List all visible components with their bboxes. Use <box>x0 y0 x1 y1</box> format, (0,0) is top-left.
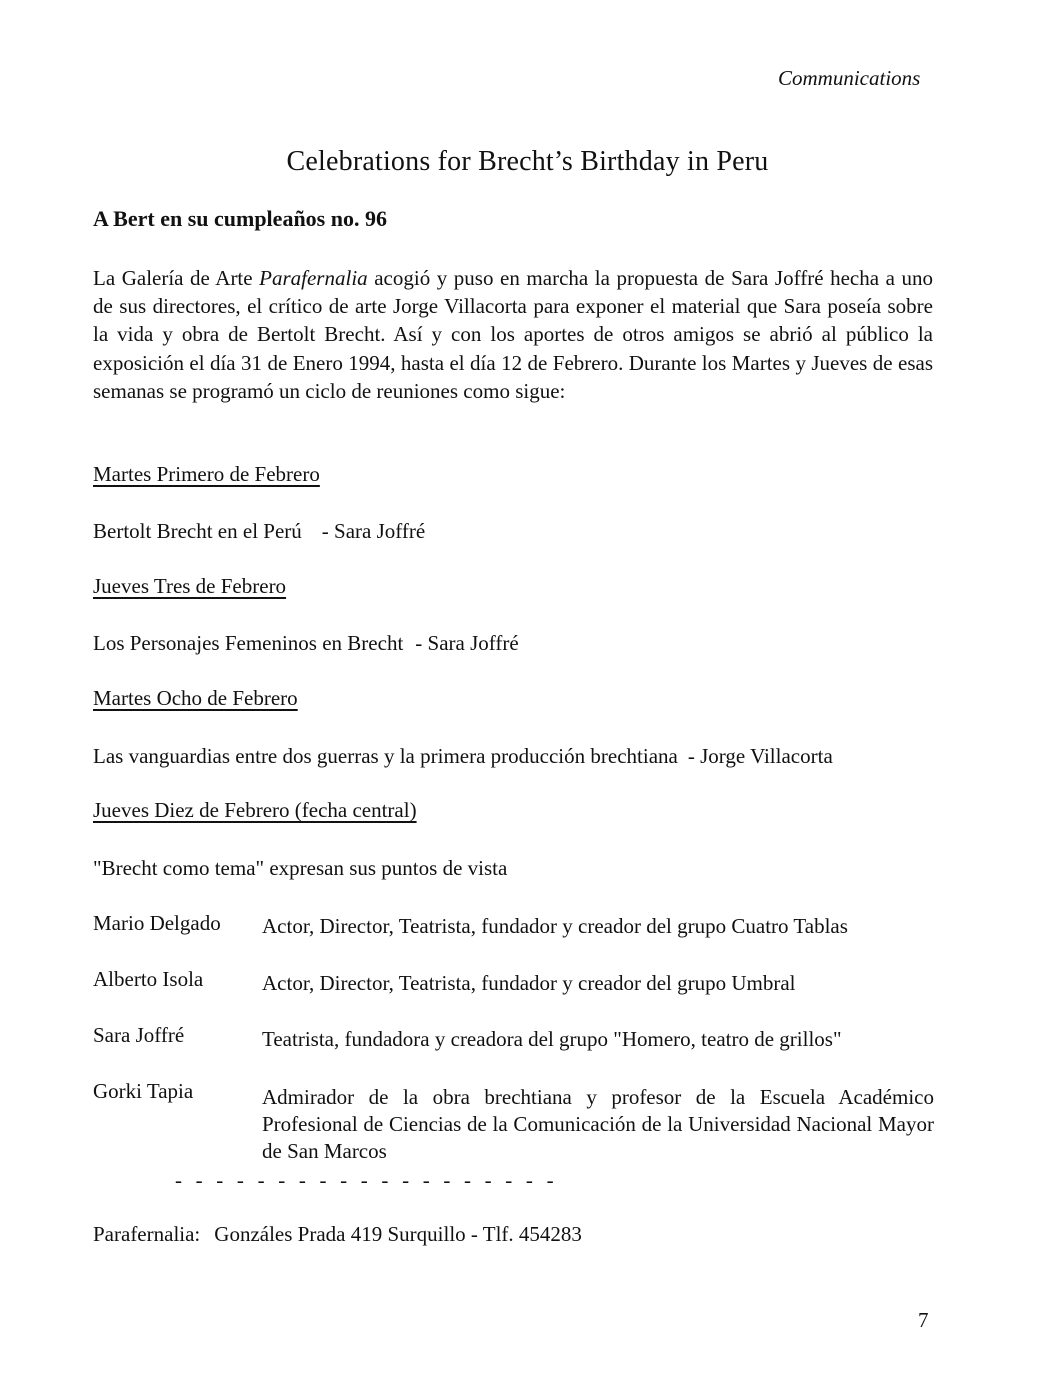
gallery-name: Parafernalia <box>259 266 368 290</box>
participant-name-2: Alberto Isola <box>93 967 204 991</box>
session-date-1: Martes Primero de Febrero <box>93 462 320 486</box>
footer-address-text: Gonzáles Prada 419 Surquillo - Tlf. 454283 <box>214 1222 582 1246</box>
session-speaker-1: - Sara Joffré <box>321 519 426 543</box>
participant-name-4: Gorki Tapia <box>93 1079 194 1103</box>
footer-label: Parafernalia: <box>93 1222 201 1246</box>
session-talk-2 <box>93 631 519 656</box>
session-speaker-3: - Jorge Villacorta <box>687 744 833 768</box>
session-talk-title-2: Los Personajes Femeninos en Brecht <box>93 631 404 655</box>
participant-desc-1: Actor, Director, Teatrista, fundador y creador del grupo Cuatro Tablas <box>262 914 848 938</box>
intro-paragraph <box>93 264 933 405</box>
participant-name-1: Mario Delgado <box>93 911 221 935</box>
participant-desc-4: Admirador de la obra brechtiana y profesor de la Escuela Académico Profesional de Ciencias de la Comunicación de la Universidad Nacional Mayor de San Marcos <box>262 1085 934 1163</box>
page-title: Celebrations for Brecht’s Birthday in Peru <box>286 146 769 177</box>
participant-desc-3: Teatrista, fundadora y creadora del grupo "Homero, teatro de grillos" <box>262 1027 842 1051</box>
session-talk-title-3: Las vanguardias entre dos guerras y la primera producción brechtiana <box>93 744 678 768</box>
participant-name-3: Sara Joffré <box>93 1023 185 1047</box>
session-date-4: Jueves Diez de Febrero (fecha central) <box>93 798 417 822</box>
footer-address <box>93 1222 582 1247</box>
session-speaker-2: - Sara Joffré <box>415 631 519 655</box>
session-talk-4: "Brecht como tema" expresan sus puntos de vista <box>93 856 508 880</box>
page-number: 7 <box>918 1308 929 1332</box>
participant-desc-2: Actor, Director, Teatrista, fundador y creador del grupo Umbral <box>262 971 796 995</box>
session-date-3: Martes Ocho de Febrero <box>93 686 298 710</box>
session-date-2: Jueves Tres de Febrero <box>93 574 287 598</box>
separator: - - - - - - - - - - - - - - - - - - - <box>175 1168 558 1192</box>
session-talk-1 <box>93 519 425 544</box>
running-head: Communications <box>778 66 921 90</box>
subtitle: A Bert en su cumpleaños no. 96 <box>93 206 387 231</box>
intro-part-2: acogió y puso en marcha la propuesta de Sara Joffré hecha a uno de sus directores, el crítico de arte Jorge Villacorta para exponer el material que Sara poseía sobre la vida y obra de Bertolt Brecht. Así y con los aportes de otros amigos se abrió al público la exposición el día 31 de Enero 1994, hasta el día 12 de Febrero. Durante los Martes y Jueves de esas semanas se programó un ciclo de reuniones como sigue: <box>93 266 933 403</box>
session-talk-3 <box>93 744 833 769</box>
session-talk-title-1: Bertolt Brecht en el Perú <box>93 519 302 543</box>
intro-part-1: La Galería de Arte <box>93 266 260 290</box>
